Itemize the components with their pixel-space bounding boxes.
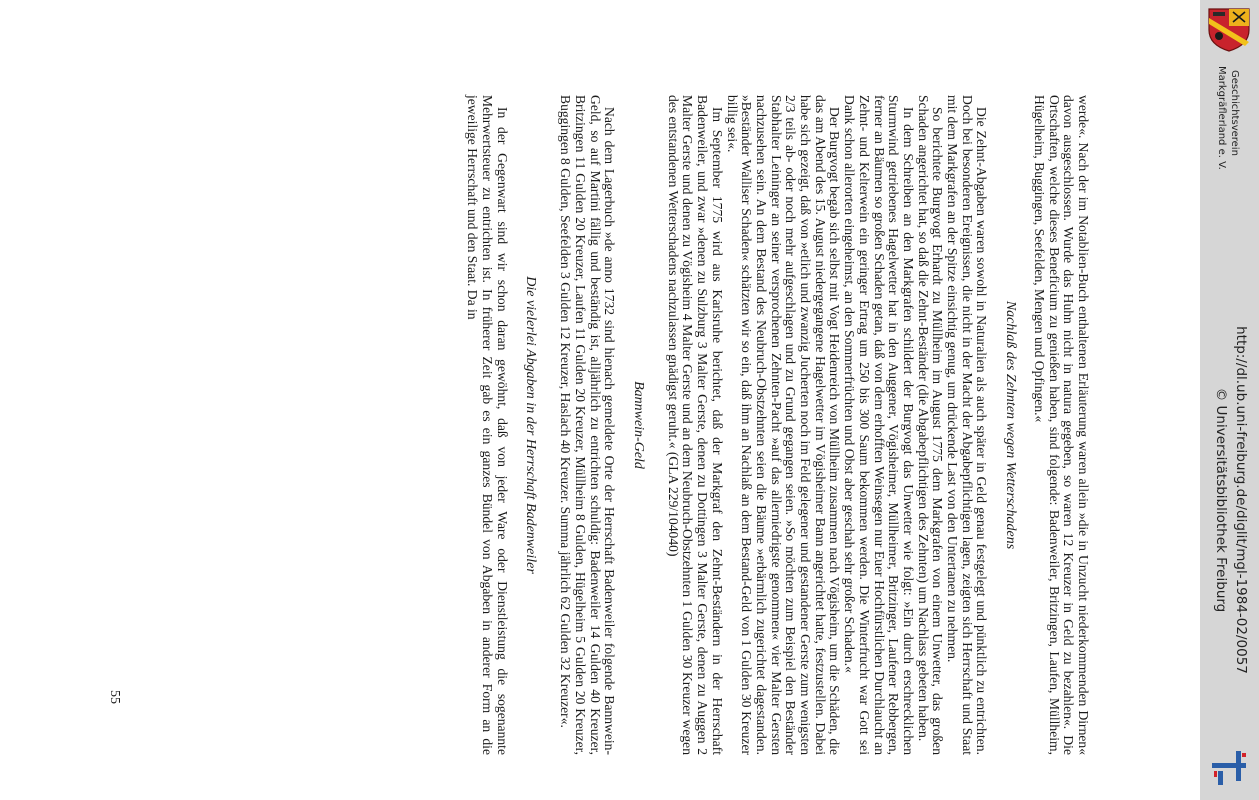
copyright-notice: © Universitätsbibliothek Freiburg bbox=[1213, 387, 1229, 613]
weather-section bbox=[665, 95, 988, 755]
bannwein-section bbox=[558, 95, 617, 755]
ub-freiburg-logo-icon[interactable] bbox=[1208, 745, 1250, 787]
intro-section bbox=[1031, 95, 1090, 755]
paragraph: So berichtete Burgvogt Erhardt zu Müllheim im August 1775 dem Markgrafen von einem Unwetter, das großen Schaden angerichtet hat, so daß die Zehnt-Beständer (die Abgabepflichtigen des Zehnten) um Nachlass gebeten haben. bbox=[915, 95, 946, 755]
heading-bannwein: Bannwein-Geld bbox=[631, 381, 647, 469]
sidebar-rotated bbox=[1200, 0, 1259, 800]
library-sidebar bbox=[1200, 0, 1259, 800]
coat-of-arms-icon[interactable] bbox=[1205, 6, 1253, 52]
paragraph: Die Zehnt-Abgaben waren sowohl in Naturalien als auch später in Geld genau festgelegt und pünktlich zu entrichten. Doch bei besonderen Ereignissen, die nicht in der Macht der Abgabepflichtigen lagen, zeigten sich Herrschaft und Staat mit dem Markgrafen an der Spitze einsichtig genug, um drückende Last von den Untertanen zu nehmen. bbox=[945, 95, 990, 755]
heading-weather-damage: Nachlaß des Zehnten wegen Wetterschadens bbox=[1003, 300, 1019, 550]
paragraph: In dem Schreiben an den Markgrafen schildert der Burgvogt das Unwetter wie folgt: »Ein durch erschrecklichen Sturmwind getriebenes Hagelwetter hat in den Auggener, Vögisheimer, Müllheimer, Britzinger, Laufener Rebbergen, ferner an Bäumen so großen Schaden getan, daß von dem erhofften Weinsegen nur Euer Hochfürstlichen Durchlaucht an Zehnt- und Kelterwein ein geringer Ertrag um 250 bis 300 Saum bekommen werden. Die Winterfrucht war Gott sei Dank schon allerorten eingeheimst, an den Sommerfrüchten und Obst aber geschah sehr großer Schaden.« bbox=[842, 95, 916, 755]
paragraph: Der Burgvogt begab sich selbst mit Vogt Heidenreich von Müllheim zusammen nach Vögisheim, um die Schäden, die das am Abend des 15. August niedergegangene Hagelwetter im Vögisheimer Bann angerichtet hatte, festzustellen. Dabei habe sich gezeigt, daß von »etlich und zwanzig Jucherten noch im Feld gelegener und gestandener Gerste zum wenigsten 2/3 teils ab- oder noch mehr aufgeschlagen und zu Grund gegangen seien. »So möchten zum Beispiel den Beständer Stabhalter Leininger an seiner versprochenen Zehnten-Pacht »auf das allerniedrigste genommen« vier Malter Gersten nachzusehen sein. An dem Bestand des Neubruch-Obstzehnten seien die Bäume »erbärmlich zugerichtet dagestanden. »Beständer Walliser Schaden« schätzten wir so ein, daß ihm an Nachlaß an dem Bestand-Geld von 1 Gulden 30 Kreuzer billig sei«. bbox=[724, 95, 843, 755]
paragraph: Im September 1775 wird aus Karlsruhe berichtet, daß der Markgraf den Zehnt-Beständern in der Herrschaft Badenweiler, und zwar »denen zu Sulzburg 3 Malter Gerste, denen zu Dottingen 3 Malter Gerste, denen zu Auggen 2 Malter Gerste und denen zu Vögisheim 4 Malter Gerste und an dem Neubruch-Obstzehnten 1 Gulden 30 Kreuzer wegen des entstandenen Wetterschadens nachzulassen gnädigst geruht.« (GLA 229/104040) bbox=[665, 95, 725, 755]
abgaben-section bbox=[465, 95, 509, 755]
paragraph: werde«. Nach der im Notablien-Buch enthaltenen Erläuterung waren allein »die in Unzucht niederkommenden Dirnen« davon ausgeschlossen. Wurde das Huhn nicht in natura gegeben, so waren 12 Kreuzer in Geld zu bezahlen«. Die Ortschaften, welche dieses Beneficium zu genießen haben, sind folgende: Badenweiler, Britzingen, Laufen, Müllheim, Hügelheim, Buggingen, Seefelden, Mengen und Opfingen.« bbox=[1031, 95, 1091, 755]
paragraph: Nach dem Lagerbuch »de anno 1732 sind hienach gemeldete Orte der Herrschaft Badenweiler folgende Bannwein-Geld, so auf Martini fällig und beständig ist, alljährlich zu entrichten schuldig: Badenweiler 14 Gulden 40 Kreuzer, Britzingen 11 Gulden 20 Kreuzer, Laufen 11 Gulden 20 Kreuzer, Müllheim 8 Gulden, Hügelheim 5 Gulden 20 Kreuzer, Buggingen 8 Gulden, Seefelden 3 Gulden 12 Kreuzer, Haslach 40 Kreuzer. Summa jährlich 62 Gulden 32 Kreuzer«. bbox=[558, 95, 618, 755]
org-name-line1: Geschichtsverein bbox=[1229, 70, 1240, 156]
heading-abgaben: Die vielerlei Abgaben in der Herrschaft Badenweiler bbox=[523, 276, 539, 574]
org-name-line2: Markgräflerland e. V. bbox=[1216, 66, 1227, 170]
paragraph: In der Gegenwart sind wir schon daran gewöhnt, daß von jeder Ware oder Dienstleistung die sogenannte Mehrwertsteuer zu entrichten ist. In früherer Zeit gab es ein ganzes Bündel von Abgaben in anderer Form an die jeweilige Herrschaft und den Staat. Da in bbox=[465, 95, 510, 755]
article-body bbox=[465, 95, 1090, 755]
document-url-link[interactable]: http://dl.ub.uni-freiburg.de/diglit/mgl-1984-02/0057 bbox=[1233, 326, 1249, 674]
page-number: 55 bbox=[107, 690, 122, 704]
